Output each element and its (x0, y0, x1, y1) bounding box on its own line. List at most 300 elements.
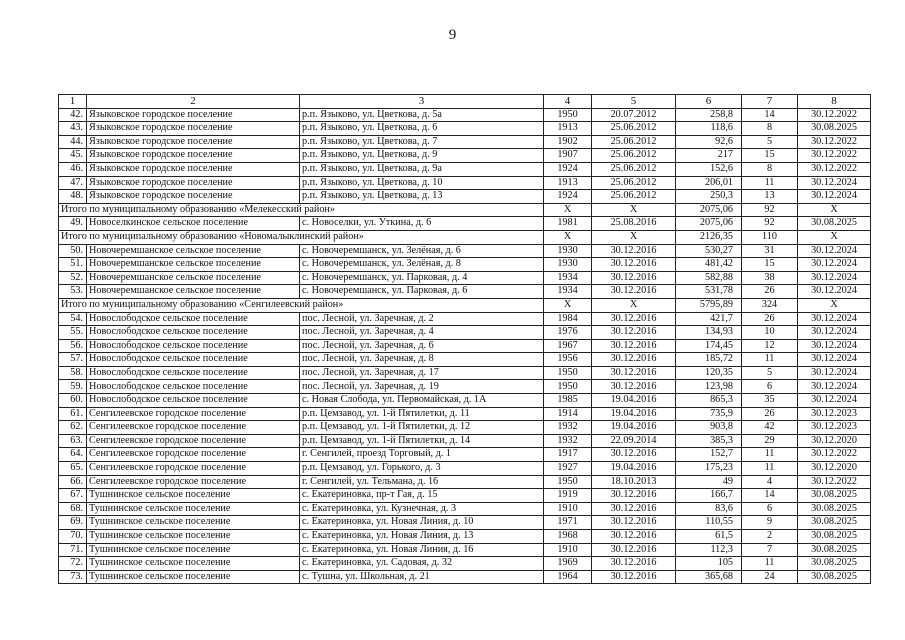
table-row (59, 434, 871, 448)
area-cell: 385,3 (676, 434, 742, 448)
settlement-cell: Сенгилеевское городское поселение (87, 434, 300, 448)
row-number: 68. (59, 502, 87, 516)
row-number: 49. (59, 217, 87, 231)
year-cell: 1910 (544, 502, 592, 516)
address-cell: с. Екатериновка, ул. Новая Линия, д. 13 (300, 530, 544, 544)
address-cell: р.п. Цемзавод, ул. 1-й Пятилетки, д. 14 (300, 434, 544, 448)
term-cell: 30.12.2024 (798, 190, 871, 204)
term-cell: 30.08.2025 (798, 570, 871, 584)
count-cell: 35 (742, 394, 798, 408)
date-cell: 30.12.2016 (592, 530, 676, 544)
settlement-cell: Новочеремшанское сельское поселение (87, 258, 300, 272)
year-cell: 1913 (544, 176, 592, 190)
area-cell: 217 (676, 149, 742, 163)
total-count-cell: 92 (742, 203, 798, 217)
table-row (59, 407, 871, 421)
total-label: Итого по муниципальному образованию «Мелекесский район» (59, 203, 544, 217)
table-row (59, 326, 871, 340)
count-cell: 29 (742, 434, 798, 448)
area-cell: 118,6 (676, 122, 742, 136)
year-cell: 1971 (544, 516, 592, 530)
header-cell: 5 (592, 95, 676, 109)
column-number-row (59, 95, 871, 109)
area-cell: 421,7 (676, 312, 742, 326)
table-row (59, 217, 871, 231)
area-cell: 530,27 (676, 244, 742, 258)
settlement-cell: Новослободское сельское поселение (87, 353, 300, 367)
address-cell: р.п. Языково, ул. Цветкова, д. 7 (300, 135, 544, 149)
date-cell: 22.09.2014 (592, 434, 676, 448)
address-cell: с. Новочеремшанск, ул. Зелёная, д. 6 (300, 244, 544, 258)
settlement-cell: Языковское городское поселение (87, 190, 300, 204)
term-cell: 30.08.2025 (798, 489, 871, 503)
row-number: 72. (59, 557, 87, 571)
date-cell: 20.07.2012 (592, 108, 676, 122)
date-cell: 30.12.2016 (592, 557, 676, 571)
year-cell: 1969 (544, 557, 592, 571)
date-cell: 30.12.2016 (592, 516, 676, 530)
row-number: 66. (59, 475, 87, 489)
table-row (59, 135, 871, 149)
count-cell: 11 (742, 353, 798, 367)
count-cell: 5 (742, 366, 798, 380)
address-cell: с. Тушна, ул. Школьная, д. 21 (300, 570, 544, 584)
year-cell: 1932 (544, 421, 592, 435)
area-cell: 206,01 (676, 176, 742, 190)
total-year-cell: X (544, 230, 592, 244)
date-cell: 19.04.2016 (592, 421, 676, 435)
table-row (59, 285, 871, 299)
year-cell: 1930 (544, 258, 592, 272)
area-cell: 2075,06 (676, 217, 742, 231)
year-cell: 1981 (544, 217, 592, 231)
count-cell: 24 (742, 570, 798, 584)
count-cell: 4 (742, 475, 798, 489)
term-cell: 30.08.2025 (798, 217, 871, 231)
year-cell: 1902 (544, 135, 592, 149)
settlement-cell: Новослободское сельское поселение (87, 339, 300, 353)
row-number: 61. (59, 407, 87, 421)
settlement-cell: Сенгилеевское городское поселение (87, 462, 300, 476)
address-cell: р.п. Языково, ул. Цветкова, д. 10 (300, 176, 544, 190)
term-cell: 30.08.2025 (798, 502, 871, 516)
area-cell: 250,3 (676, 190, 742, 204)
area-cell: 735,9 (676, 407, 742, 421)
date-cell: 25.06.2012 (592, 162, 676, 176)
total-label: Итого по муниципальному образованию «Сенгилеевский район» (59, 298, 544, 312)
date-cell: 18.10.2013 (592, 475, 676, 489)
date-cell: 25.06.2012 (592, 149, 676, 163)
table-row (59, 353, 871, 367)
settlement-cell: Новочеремшанское сельское поселение (87, 285, 300, 299)
table-row (59, 108, 871, 122)
year-cell: 1934 (544, 285, 592, 299)
housing-table (58, 94, 871, 584)
year-cell: 1985 (544, 394, 592, 408)
date-cell: 30.12.2016 (592, 366, 676, 380)
address-cell: р.п. Языково, ул. Цветкова, д. 9а (300, 162, 544, 176)
header-cell: 4 (544, 95, 592, 109)
table-row (59, 366, 871, 380)
total-date-cell: X (592, 203, 676, 217)
settlement-cell: Языковское городское поселение (87, 108, 300, 122)
row-number: 62. (59, 421, 87, 435)
header-cell: 6 (676, 95, 742, 109)
row-number: 44. (59, 135, 87, 149)
address-cell: г. Сенгилей, проезд Торговый, д. 1 (300, 448, 544, 462)
term-cell: 30.12.2024 (798, 176, 871, 190)
year-cell: 1927 (544, 462, 592, 476)
row-number: 73. (59, 570, 87, 584)
address-cell: пос. Лесной, ул. Заречная, д. 19 (300, 380, 544, 394)
term-cell: 30.12.2024 (798, 271, 871, 285)
table-row (59, 244, 871, 258)
table-row (59, 339, 871, 353)
count-cell: 11 (742, 462, 798, 476)
term-cell: 30.12.2024 (798, 339, 871, 353)
address-cell: с. Новочеремшанск, ул. Парковая, д. 4 (300, 271, 544, 285)
year-cell: 1964 (544, 570, 592, 584)
term-cell: 30.12.2022 (798, 108, 871, 122)
settlement-cell: Тушнинское сельское поселение (87, 543, 300, 557)
year-cell: 1932 (544, 434, 592, 448)
table-row (59, 258, 871, 272)
count-cell: 10 (742, 326, 798, 340)
table-row (59, 489, 871, 503)
count-cell: 8 (742, 162, 798, 176)
count-cell: 5 (742, 135, 798, 149)
term-cell: 30.12.2024 (798, 244, 871, 258)
settlement-cell: Новочеремшанское сельское поселение (87, 244, 300, 258)
address-cell: р.п. Цемзавод, ул. Горького, д. 3 (300, 462, 544, 476)
settlement-cell: Тушнинское сельское поселение (87, 516, 300, 530)
address-cell: пос. Лесной, ул. Заречная, д. 17 (300, 366, 544, 380)
row-number: 59. (59, 380, 87, 394)
address-cell: с. Екатериновка, ул. Новая Линия, д. 10 (300, 516, 544, 530)
header-cell: 7 (742, 95, 798, 109)
address-cell: с. Екатериновка, ул. Садовая, д. 32 (300, 557, 544, 571)
year-cell: 1930 (544, 244, 592, 258)
address-cell: р.п. Языково, ул. Цветкова, д. 9 (300, 149, 544, 163)
count-cell: 14 (742, 108, 798, 122)
date-cell: 30.12.2016 (592, 271, 676, 285)
page-number: 9 (448, 27, 457, 43)
count-cell: 14 (742, 489, 798, 503)
total-term-cell: X (798, 298, 871, 312)
year-cell: 1934 (544, 271, 592, 285)
year-cell: 1950 (544, 475, 592, 489)
settlement-cell: Новочеремшанское сельское поселение (87, 271, 300, 285)
year-cell: 1956 (544, 353, 592, 367)
count-cell: 38 (742, 271, 798, 285)
year-cell: 1919 (544, 489, 592, 503)
date-cell: 30.12.2016 (592, 258, 676, 272)
area-cell: 112,3 (676, 543, 742, 557)
row-number: 56. (59, 339, 87, 353)
table-row (59, 516, 871, 530)
address-cell: пос. Лесной, ул. Заречная, д. 6 (300, 339, 544, 353)
settlement-cell: Тушнинское сельское поселение (87, 570, 300, 584)
settlement-cell: Языковское городское поселение (87, 135, 300, 149)
area-cell: 49 (676, 475, 742, 489)
table-row (59, 421, 871, 435)
address-cell: р.п. Цемзавод, ул. 1-й Пятилетки, д. 11 (300, 407, 544, 421)
area-cell: 582,88 (676, 271, 742, 285)
address-cell: р.п. Языково, ул. Цветкова, д. 13 (300, 190, 544, 204)
term-cell: 30.12.2020 (798, 462, 871, 476)
count-cell: 7 (742, 543, 798, 557)
total-term-cell: X (798, 230, 871, 244)
address-cell: с. Екатериновка, пр-т Гая, д. 15 (300, 489, 544, 503)
date-cell: 30.12.2016 (592, 380, 676, 394)
address-cell: с. Новоселки, ул. Уткина, д. 6 (300, 217, 544, 231)
year-cell: 1950 (544, 366, 592, 380)
count-cell: 6 (742, 502, 798, 516)
area-cell: 152,6 (676, 162, 742, 176)
area-cell: 152,7 (676, 448, 742, 462)
count-cell: 9 (742, 516, 798, 530)
row-number: 69. (59, 516, 87, 530)
area-cell: 83,6 (676, 502, 742, 516)
total-area-cell: 5795,89 (676, 298, 742, 312)
date-cell: 19.04.2016 (592, 462, 676, 476)
term-cell: 30.08.2025 (798, 516, 871, 530)
date-cell: 25.06.2012 (592, 122, 676, 136)
term-cell: 30.12.2022 (798, 448, 871, 462)
count-cell: 26 (742, 285, 798, 299)
row-number: 50. (59, 244, 87, 258)
area-cell: 865,3 (676, 394, 742, 408)
area-cell: 531,78 (676, 285, 742, 299)
settlement-cell: Сенгилеевское городское поселение (87, 475, 300, 489)
area-cell: 903,8 (676, 421, 742, 435)
address-cell: р.п. Цемзавод, ул. 1-й Пятилетки, д. 12 (300, 421, 544, 435)
settlement-cell: Новослободское сельское поселение (87, 326, 300, 340)
year-cell: 1913 (544, 122, 592, 136)
year-cell: 1907 (544, 149, 592, 163)
table-row (59, 543, 871, 557)
count-cell: 42 (742, 421, 798, 435)
address-cell: с. Новая Слобода, ул. Первомайская, д. 1А (300, 394, 544, 408)
area-cell: 120,35 (676, 366, 742, 380)
total-area-cell: 2126,35 (676, 230, 742, 244)
date-cell: 25.08.2016 (592, 217, 676, 231)
row-number: 55. (59, 326, 87, 340)
address-cell: с. Екатериновка, ул. Кузнечная, д. 3 (300, 502, 544, 516)
date-cell: 30.12.2016 (592, 285, 676, 299)
table-row (59, 122, 871, 136)
settlement-cell: Тушнинское сельское поселение (87, 557, 300, 571)
settlement-cell: Тушнинское сельское поселение (87, 530, 300, 544)
row-number: 52. (59, 271, 87, 285)
row-number: 57. (59, 353, 87, 367)
row-number: 48. (59, 190, 87, 204)
term-cell: 30.12.2024 (798, 366, 871, 380)
row-number: 42. (59, 108, 87, 122)
date-cell: 30.12.2016 (592, 570, 676, 584)
table-row (59, 475, 871, 489)
term-cell: 30.12.2022 (798, 135, 871, 149)
date-cell: 25.06.2012 (592, 135, 676, 149)
term-cell: 30.12.2024 (798, 285, 871, 299)
total-area-cell: 2075,06 (676, 203, 742, 217)
date-cell: 19.04.2016 (592, 394, 676, 408)
settlement-cell: Новослободское сельское поселение (87, 394, 300, 408)
area-cell: 365,68 (676, 570, 742, 584)
table-row (59, 394, 871, 408)
count-cell: 2 (742, 530, 798, 544)
count-cell: 13 (742, 190, 798, 204)
row-number: 53. (59, 285, 87, 299)
term-cell: 30.08.2025 (798, 122, 871, 136)
row-number: 47. (59, 176, 87, 190)
term-cell: 30.12.2022 (798, 162, 871, 176)
settlement-cell: Новоселкинское сельское поселение (87, 217, 300, 231)
settlement-cell: Языковское городское поселение (87, 149, 300, 163)
header-cell: 8 (798, 95, 871, 109)
address-cell: пос. Лесной, ул. Заречная, д. 2 (300, 312, 544, 326)
address-cell: р.п. Языково, ул. Цветкова, д. 6 (300, 122, 544, 136)
year-cell: 1917 (544, 448, 592, 462)
settlement-cell: Тушнинское сельское поселение (87, 489, 300, 503)
count-cell: 15 (742, 258, 798, 272)
date-cell: 25.06.2012 (592, 176, 676, 190)
area-cell: 134,93 (676, 326, 742, 340)
date-cell: 30.12.2016 (592, 244, 676, 258)
settlement-cell: Новослободское сельское поселение (87, 366, 300, 380)
table-row (59, 271, 871, 285)
total-date-cell: X (592, 298, 676, 312)
count-cell: 26 (742, 312, 798, 326)
area-cell: 166,7 (676, 489, 742, 503)
table-row (59, 462, 871, 476)
table-row (59, 162, 871, 176)
row-number: 58. (59, 366, 87, 380)
row-number: 54. (59, 312, 87, 326)
area-cell: 110,55 (676, 516, 742, 530)
area-cell: 174,45 (676, 339, 742, 353)
settlement-cell: Сенгилеевское городское поселение (87, 407, 300, 421)
row-number: 45. (59, 149, 87, 163)
row-number: 67. (59, 489, 87, 503)
table-body (59, 95, 871, 584)
year-cell: 1984 (544, 312, 592, 326)
address-cell: с. Новочеремшанск, ул. Парковая, д. 6 (300, 285, 544, 299)
term-cell: 30.12.2022 (798, 149, 871, 163)
date-cell: 30.12.2016 (592, 502, 676, 516)
year-cell: 1910 (544, 543, 592, 557)
year-cell: 1976 (544, 326, 592, 340)
total-count-cell: 110 (742, 230, 798, 244)
area-cell: 123,98 (676, 380, 742, 394)
year-cell: 1950 (544, 108, 592, 122)
count-cell: 26 (742, 407, 798, 421)
address-cell: г. Сенгилей, ул. Тельмана, д. 16 (300, 475, 544, 489)
term-cell: 30.08.2025 (798, 557, 871, 571)
total-date-cell: X (592, 230, 676, 244)
year-cell: 1914 (544, 407, 592, 421)
term-cell: 30.12.2024 (798, 312, 871, 326)
header-cell: 1 (59, 95, 87, 109)
table-row (59, 312, 871, 326)
total-year-cell: X (544, 298, 592, 312)
date-cell: 30.12.2016 (592, 353, 676, 367)
table-row (59, 570, 871, 584)
row-number: 43. (59, 122, 87, 136)
total-term-cell: X (798, 203, 871, 217)
table-row (59, 530, 871, 544)
term-cell: 30.12.2024 (798, 394, 871, 408)
table-row (59, 557, 871, 571)
address-cell: с. Екатериновка, ул. Новая Линия, д. 16 (300, 543, 544, 557)
count-cell: 8 (742, 122, 798, 136)
total-row (59, 203, 871, 217)
term-cell: 30.12.2022 (798, 475, 871, 489)
term-cell: 30.08.2025 (798, 543, 871, 557)
row-number: 63. (59, 434, 87, 448)
date-cell: 30.12.2016 (592, 448, 676, 462)
date-cell: 25.06.2012 (592, 190, 676, 204)
settlement-cell: Новослободское сельское поселение (87, 380, 300, 394)
year-cell: 1950 (544, 380, 592, 394)
row-number: 70. (59, 530, 87, 544)
settlement-cell: Сенгилеевское городское поселение (87, 421, 300, 435)
term-cell: 30.12.2024 (798, 326, 871, 340)
address-cell: р.п. Языково, ул. Цветкова, д. 5а (300, 108, 544, 122)
settlement-cell: Языковское городское поселение (87, 176, 300, 190)
area-cell: 61,5 (676, 530, 742, 544)
total-count-cell: 324 (742, 298, 798, 312)
term-cell: 30.12.2024 (798, 353, 871, 367)
count-cell: 11 (742, 176, 798, 190)
count-cell: 31 (742, 244, 798, 258)
row-number: 46. (59, 162, 87, 176)
year-cell: 1968 (544, 530, 592, 544)
settlement-cell: Сенгилеевское городское поселение (87, 448, 300, 462)
date-cell: 30.12.2016 (592, 339, 676, 353)
total-row (59, 230, 871, 244)
count-cell: 15 (742, 149, 798, 163)
date-cell: 30.12.2016 (592, 543, 676, 557)
date-cell: 30.12.2016 (592, 326, 676, 340)
row-number: 71. (59, 543, 87, 557)
term-cell: 30.12.2024 (798, 380, 871, 394)
total-row (59, 298, 871, 312)
total-label: Итого по муниципальному образованию «Новомалыклинский район» (59, 230, 544, 244)
date-cell: 30.12.2016 (592, 489, 676, 503)
total-year-cell: X (544, 203, 592, 217)
address-cell: пос. Лесной, ул. Заречная, д. 4 (300, 326, 544, 340)
address-cell: пос. Лесной, ул. Заречная, д. 8 (300, 353, 544, 367)
term-cell: 30.12.2023 (798, 421, 871, 435)
table-row (59, 176, 871, 190)
settlement-cell: Тушнинское сельское поселение (87, 502, 300, 516)
table-row (59, 448, 871, 462)
term-cell: 30.08.2025 (798, 530, 871, 544)
row-number: 60. (59, 394, 87, 408)
count-cell: 12 (742, 339, 798, 353)
area-cell: 185,72 (676, 353, 742, 367)
date-cell: 19.04.2016 (592, 407, 676, 421)
header-cell: 3 (300, 95, 544, 109)
area-cell: 105 (676, 557, 742, 571)
row-number: 64. (59, 448, 87, 462)
settlement-cell: Языковское городское поселение (87, 122, 300, 136)
header-cell: 2 (87, 95, 300, 109)
address-cell: с. Новочеремшанск, ул. Зелёная, д. 8 (300, 258, 544, 272)
settlement-cell: Новослободское сельское поселение (87, 312, 300, 326)
area-cell: 92,6 (676, 135, 742, 149)
